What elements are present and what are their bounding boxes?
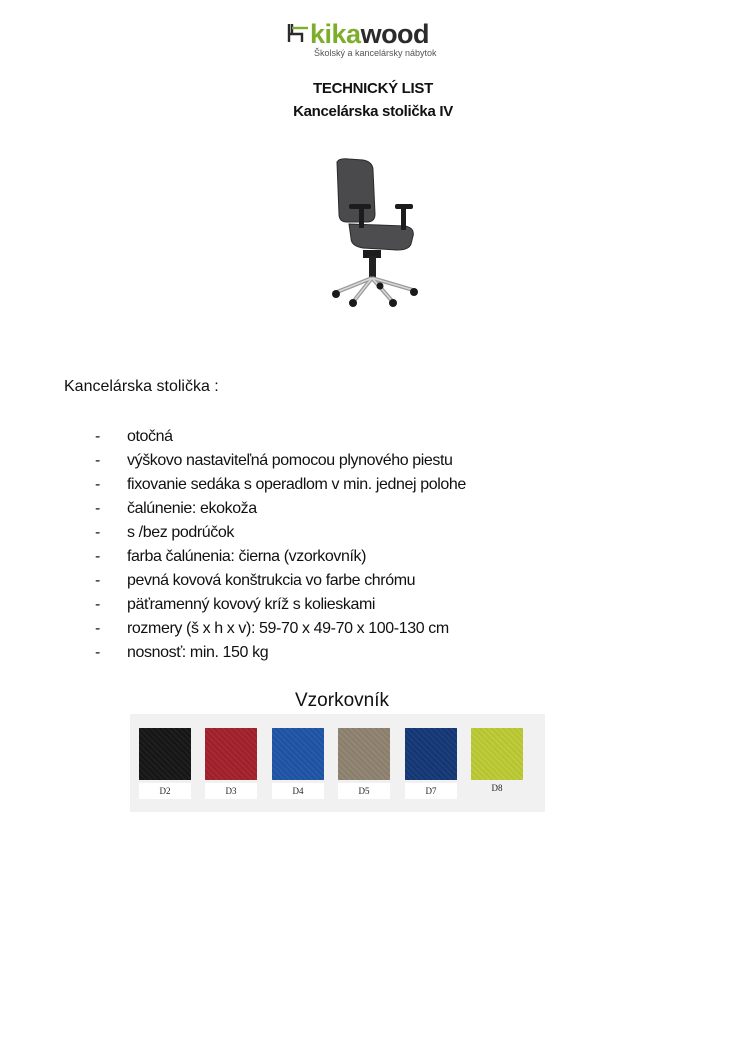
list-item [95, 450, 466, 474]
office-chair-image [323, 156, 427, 308]
swatch-label: D5 [338, 783, 390, 799]
list-item [95, 642, 466, 666]
list-item-text: rozmery (š x h x v): 59-70 x 49-70 x 100-130 cm [127, 620, 449, 637]
swatch-title: Vzorkovník [295, 690, 389, 711]
swatch-d4 [272, 728, 324, 780]
list-item-text: fixovanie sedáka s operadlom v min. jednej polohe [127, 476, 466, 493]
swatch-label: D2 [139, 783, 191, 799]
swatch-label: D4 [272, 783, 324, 799]
list-item [95, 474, 466, 498]
list-item [95, 546, 466, 570]
list-item [95, 594, 466, 618]
swatch-d3 [205, 728, 257, 780]
specs-heading: Kancelárska stolička : [64, 378, 219, 395]
list-item [95, 570, 466, 594]
brand-name-part1: kika [310, 19, 361, 49]
list-item-text: otočná [127, 428, 173, 445]
list-bullet: - [95, 476, 100, 493]
list-item [95, 426, 466, 450]
list-item-text: pevná kovová konštrukcia vo farbe chrómu [127, 572, 416, 589]
swatch-d5 [338, 728, 390, 780]
brand-name-part2: wood [360, 19, 430, 49]
swatch-d8 [471, 728, 523, 780]
list-bullet: - [95, 428, 100, 445]
list-bullet: - [95, 452, 100, 469]
list-bullet: - [95, 500, 100, 517]
list-item-text: päťramenný kovový kríž s kolieskami [127, 596, 376, 613]
list-bullet: - [95, 572, 100, 589]
list-bullet: - [95, 644, 100, 661]
list-item-text: nosnosť: min. 150 kg [127, 644, 269, 661]
brand-tagline: Školský a kancelársky nábytok [314, 48, 437, 58]
swatch-d2 [139, 728, 191, 780]
document-title: TECHNICKÝ LIST [313, 80, 433, 97]
list-bullet: - [95, 596, 100, 613]
swatch-panel [130, 714, 545, 812]
swatch-label: D7 [405, 783, 457, 799]
list-bullet: - [95, 548, 100, 565]
swatch-d7 [405, 728, 457, 780]
kikawood-logo [286, 18, 466, 62]
list-bullet: - [95, 524, 100, 541]
list-item-text: farba čalúnenia: čierna (vzorkovník) [127, 548, 367, 565]
chair-logo-icon [286, 22, 312, 44]
specs-list [95, 426, 466, 666]
list-item [95, 522, 466, 546]
list-item-text: s /bez podrúčok [127, 524, 234, 541]
product-title: Kancelárska stolička IV [293, 103, 453, 120]
swatch-label: D3 [205, 783, 257, 799]
list-item [95, 498, 466, 522]
list-bullet: - [95, 620, 100, 637]
list-item-text: čalúnenie: ekokoža [127, 500, 257, 517]
swatch-label: D8 [491, 783, 503, 793]
brand-name [310, 18, 429, 50]
list-item-text: výškovo nastaviteľná pomocou plynového piestu [127, 452, 453, 469]
list-item [95, 618, 466, 642]
